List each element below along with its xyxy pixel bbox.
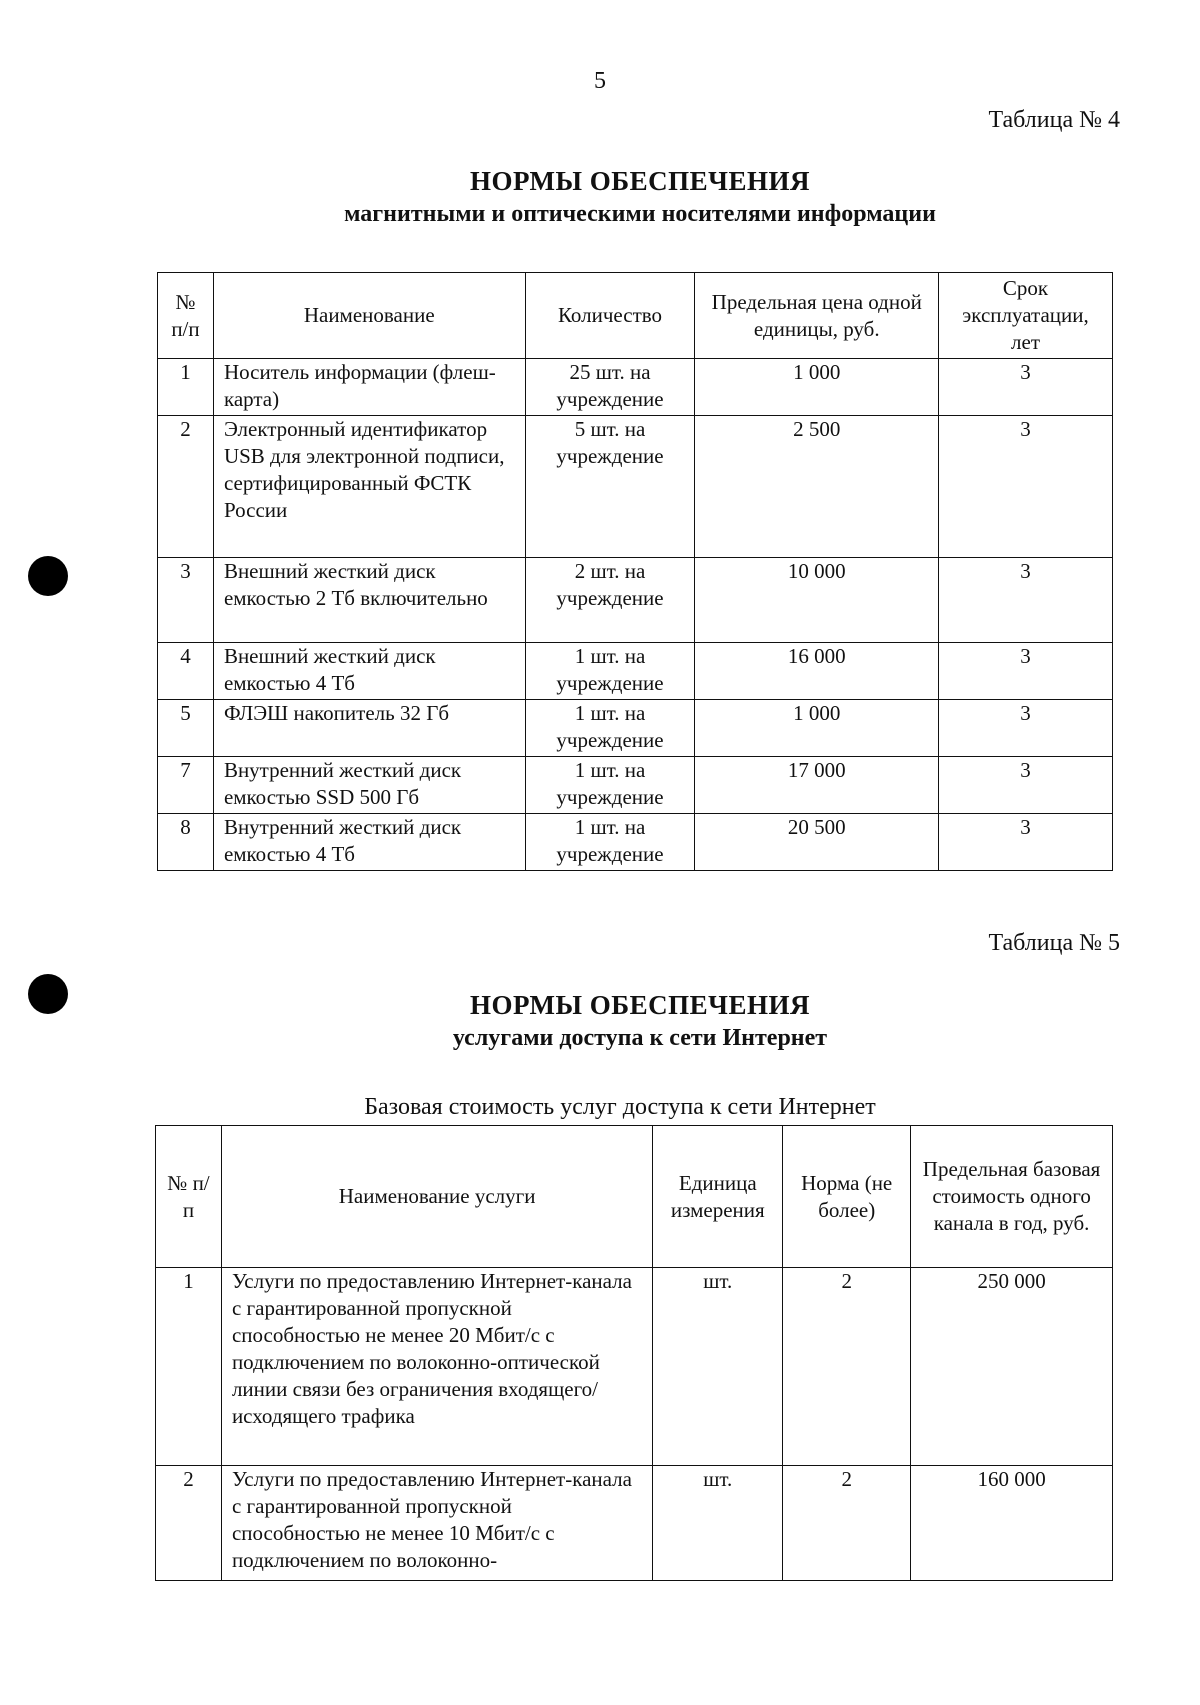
table4-cell: 16 000 — [695, 643, 939, 700]
table4-caption: Таблица № 4 — [988, 107, 1120, 133]
table5-cell: 2 — [783, 1268, 911, 1466]
table5-header-cost: Предельная базовая стоимость одного канала в год, руб. — [911, 1126, 1113, 1268]
table5-cell: шт. — [653, 1466, 783, 1581]
punch-hole-top — [28, 556, 68, 596]
table-row — [156, 1466, 1113, 1581]
page-number: 5 — [594, 68, 606, 94]
table4-cell: 2 — [158, 416, 214, 558]
table4-cell: 3 — [939, 416, 1113, 558]
table4-cell: 1 шт. на учреждение — [525, 757, 695, 814]
table5-cell: Услуги по предоставлению Интернет-канала с гарантированной пропускной способностью не менее 10 Мбит/с с подключением по волоконно- — [221, 1466, 652, 1581]
table5-cell: 1 — [156, 1268, 222, 1466]
table5-cell: Услуги по предоставлению Интернет-канала с гарантированной пропускной способностью не менее 20 Мбит/с с подключением по волоконно-оптической линии связи без ограничения входящего/исходящего трафика — [221, 1268, 652, 1466]
table4-cell: 2 500 — [695, 416, 939, 558]
table4-cell: 1 шт. на учреждение — [525, 700, 695, 757]
table-row — [158, 416, 1113, 558]
table5-cell: 250 000 — [911, 1268, 1113, 1466]
table4-header-num: № п/п — [158, 273, 214, 359]
table4-cell: 1 000 — [695, 700, 939, 757]
table4-header-lifetime: Срок эксплуатации, лет — [939, 273, 1113, 359]
table4-cell: Внешний жесткий диск емкостью 2 Тб включительно — [213, 558, 525, 643]
table5-subtitle: услугами доступа к сети Интернет — [452, 1025, 828, 1051]
table4-cell: 1 000 — [695, 359, 939, 416]
table4-cell: Внешний жесткий диск емкостью 4 Тб — [213, 643, 525, 700]
table4-cell: 3 — [939, 757, 1113, 814]
table5-cell: шт. — [653, 1268, 783, 1466]
table4-header-row — [158, 273, 1113, 359]
table4-cell: 5 шт. на учреждение — [525, 416, 695, 558]
table4-cell: Внутренний жесткий диск емкостью 4 Тб — [213, 814, 525, 871]
table4-cell: 25 шт. на учреждение — [525, 359, 695, 416]
table5-cell: 2 — [156, 1466, 222, 1581]
table4-cell: ФЛЭШ накопитель 32 Гб — [213, 700, 525, 757]
table5-header-num: № п/п — [156, 1126, 222, 1268]
table4-subtitle: магнитными и оптическими носителями информации — [344, 201, 936, 227]
table-row — [158, 558, 1113, 643]
table4-header-quantity: Количество — [525, 273, 695, 359]
table4-title: НОРМЫ ОБЕСПЕЧЕНИЯ — [470, 166, 810, 196]
table4-cell: 3 — [939, 558, 1113, 643]
table4-cell: 1 шт. на учреждение — [525, 643, 695, 700]
table4-cell: 17 000 — [695, 757, 939, 814]
table4-header-price: Предельная цена одной единицы, руб. — [695, 273, 939, 359]
table4-cell: 8 — [158, 814, 214, 871]
table5-heading — [0, 990, 1200, 1052]
table4-cell: 3 — [939, 814, 1113, 871]
table4-cell: 3 — [158, 558, 214, 643]
table4-cell: Носитель информации (флеш-карта) — [213, 359, 525, 416]
table-row — [156, 1268, 1113, 1466]
table-row — [158, 700, 1113, 757]
table4-cell: 2 шт. на учреждение — [525, 558, 695, 643]
table4-cell: Электронный идентификатор USB для электронной подписи, сертифицированный ФСТК России — [213, 416, 525, 558]
table-row — [158, 643, 1113, 700]
table-row — [158, 757, 1113, 814]
table4-cell: 5 — [158, 700, 214, 757]
table5-title: НОРМЫ ОБЕСПЕЧЕНИЯ — [470, 990, 810, 1020]
table5-cell: 2 — [783, 1466, 911, 1581]
table4-heading — [0, 166, 1200, 228]
table5-header-service: Наименование услуги — [221, 1126, 652, 1268]
table5-header-norm: Норма (не более) — [783, 1126, 911, 1268]
table-row — [158, 814, 1113, 871]
table-row — [158, 359, 1113, 416]
table4-cell: 7 — [158, 757, 214, 814]
table4-cell: 4 — [158, 643, 214, 700]
table4-cell: 3 — [939, 359, 1113, 416]
table5-caption: Таблица № 5 — [988, 930, 1120, 956]
table4-cell: 20 500 — [695, 814, 939, 871]
table4-cell: 1 шт. на учреждение — [525, 814, 695, 871]
table5-header-unit: Единица измерения — [653, 1126, 783, 1268]
table4 — [157, 272, 1113, 871]
table4-cell: 10 000 — [695, 558, 939, 643]
table5-subcaption: Базовая стоимость услуг доступа к сети Интернет — [364, 1094, 876, 1120]
table4-cell: 3 — [939, 700, 1113, 757]
table5 — [155, 1125, 1113, 1581]
table5-cell: 160 000 — [911, 1466, 1113, 1581]
table4-header-name: Наименование — [213, 273, 525, 359]
table4-cell: 1 — [158, 359, 214, 416]
table5-header-row — [156, 1126, 1113, 1268]
table4-cell: 3 — [939, 643, 1113, 700]
table4-cell: Внутренний жесткий диск емкостью SSD 500 Гб — [213, 757, 525, 814]
